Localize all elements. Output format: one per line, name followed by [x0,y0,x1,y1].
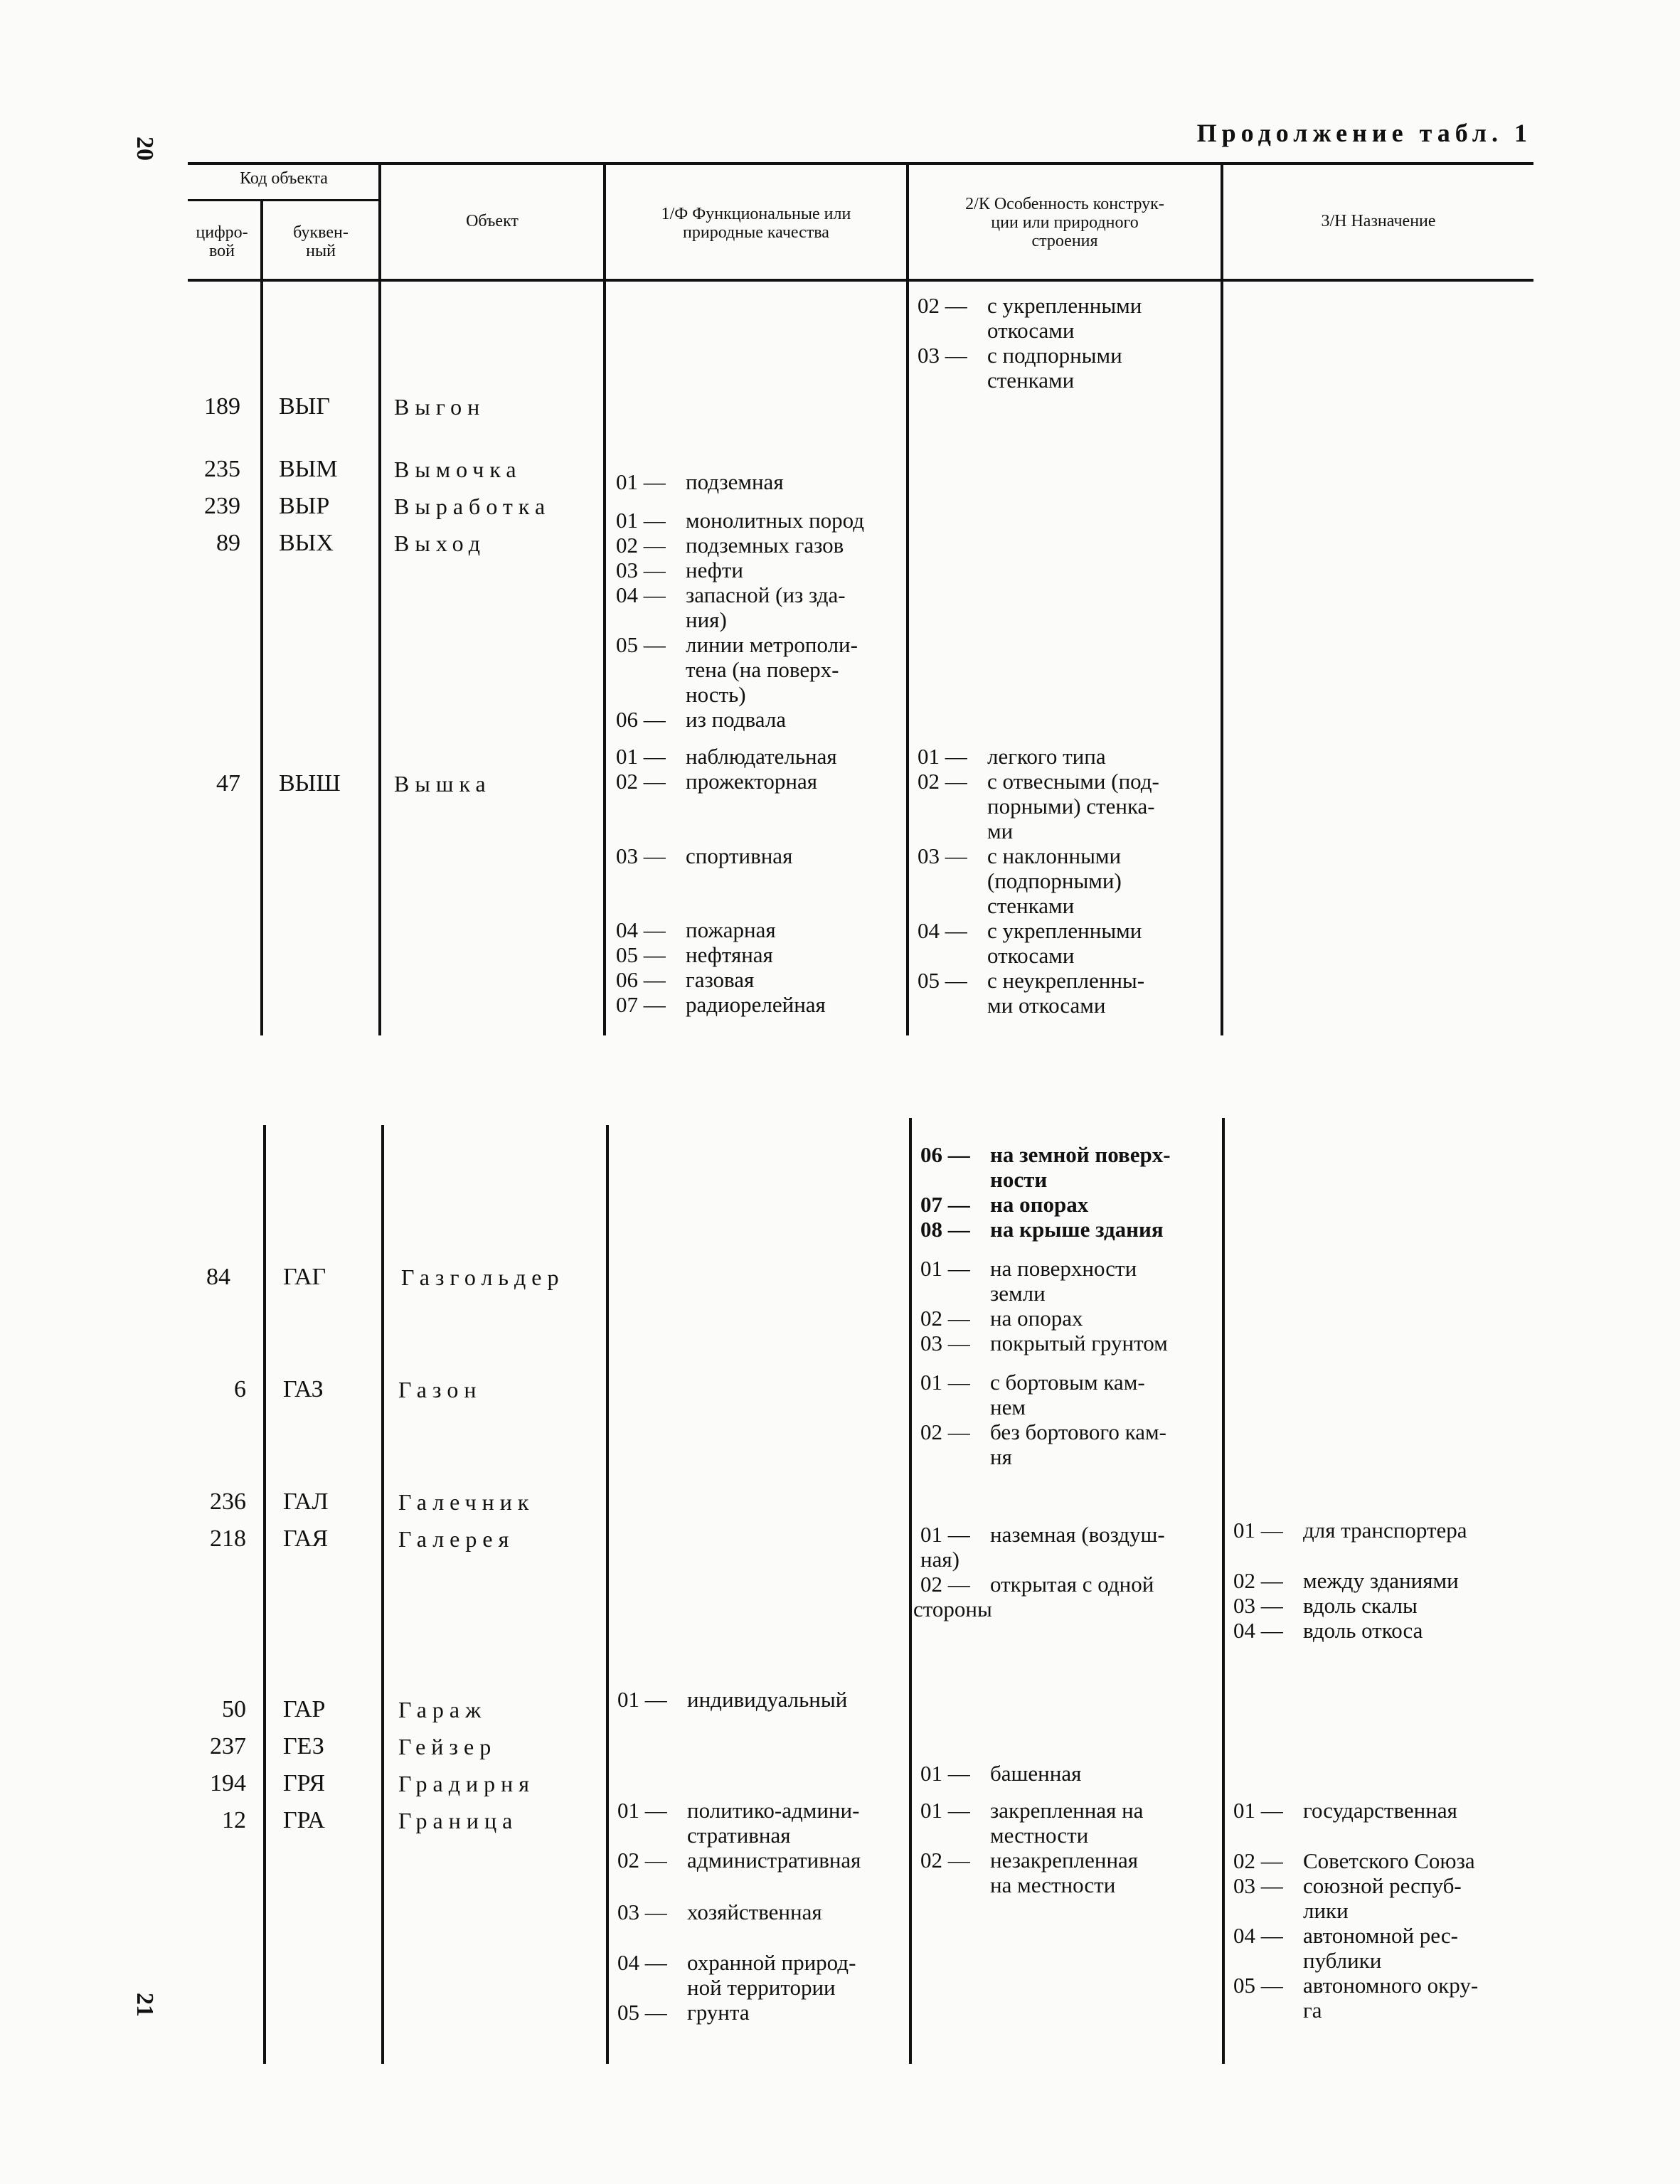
list-item: 05 — автономного окру- га [1233,1973,1479,2023]
list-item: 02 — Советского Союза [1233,1848,1475,1873]
list-item: 01 — подземная [616,469,784,494]
row-number: 235 [204,456,240,482]
list-item: 03 — вдоль скалы [1233,1593,1418,1618]
list-item: 05 — грунта [617,2000,750,2025]
row-code: ВЫШ [279,770,341,797]
list-item: 03 — покрытый грунтом [920,1331,1168,1355]
list-item: 03 — хозяйственная [617,1900,822,1924]
list-item: 01 — монолитных пород [616,508,865,533]
list-item: 01 — наземная (воздуш- ная) [920,1522,1165,1572]
list-item: 04 — вдоль откоса [1233,1618,1423,1643]
entry-list [617,1798,896,2025]
row-object: Градирня [398,1771,535,1796]
column-divider [381,1125,384,2064]
entry-list [913,1522,1212,1621]
list-item: 01 — наблюдательная [616,744,837,769]
page-number-left: 20 [132,137,158,161]
list-item: 02 — незакрепленная на местности [920,1848,1139,1897]
row-number: 6 [234,1376,246,1402]
list-item: 06 — из подвала [616,707,787,732]
list-item: 03 — нефти [616,558,743,582]
row-object: Газгольдер [401,1264,565,1290]
row-code: ВЫГ [279,393,330,420]
list-item: 02 — открытая с одной стороны [913,1572,1154,1621]
column-divider [378,282,381,1035]
entry-list [918,293,1209,393]
row-object: Выход [394,531,486,556]
row-number: 236 [210,1488,246,1515]
entry-list [918,744,1209,1018]
list-item: 04 — с укрепленными откосами [918,918,1142,968]
list-item: 02 — без бортового кам- ня [920,1419,1166,1469]
row-number: 12 [222,1807,246,1833]
list-item: 07 — радиорелейная [616,992,826,1017]
continuation-title: Продолжение табл. 1 [1196,119,1532,147]
row-object: Выработка [394,494,551,519]
entry-list [920,1370,1212,1469]
row-object: Выгон [394,394,486,420]
row-number: 50 [222,1696,246,1722]
entry-list [1233,1518,1518,1643]
header-col3: 3/Н Назначение [1321,212,1436,230]
list-item: 03 — с подпорными стенками [918,343,1122,393]
row-number: 218 [210,1525,246,1552]
list-item: 04 — охранной природ- ной территории [617,1950,856,2000]
list-item: 01 — государственная [1233,1798,1457,1823]
page-number-right: 21 [132,1993,158,2017]
header-object: Объект [466,212,519,230]
entry-list [616,508,895,732]
list-item: 07 — на опорах [920,1192,1089,1217]
list-item: 02 — между зданиями [1233,1568,1459,1593]
row-code: ГАР [283,1696,326,1722]
list-item: 01 — для транспортера [1233,1518,1467,1543]
column-divider [606,1125,609,2064]
row-number: 84 [206,1264,230,1290]
header-digital: цифро- вой [196,223,248,260]
column-divider [263,1125,266,2064]
row-object: Галерея [398,1526,515,1552]
row-code: ГРА [283,1807,325,1833]
row-number: 239 [204,493,240,519]
column-divider [603,282,606,1035]
list-item: 04 — запасной (из зда- ния) [616,582,846,632]
entry-list [920,1798,1212,1897]
row-code: ГЕЗ [283,1733,324,1759]
list-item: 02 — административная [617,1848,861,1873]
list-item: 01 — легкого типа [918,744,1106,769]
entry-list [616,744,895,794]
list-item: 05 — нефтяная [616,942,773,967]
header-col1: 1/Ф Функциональные или природные качества [661,205,851,242]
list-item: 02 — с отвесными (под- порными) стенка- ми [918,769,1159,843]
row-object: Вымочка [394,457,522,482]
list-item: 05 — с неукрепленны- ми откосами [918,968,1145,1018]
list-item: 05 — линии метрополи- тена (на поверх- ность) [616,632,858,707]
header-col2: 2/К Особенность конструк- ции или природного строения [965,195,1164,250]
list-item: 02 — на опорах [920,1306,1083,1331]
list-item: 04 — пожарная [616,917,776,942]
list-item: 02 — подземных газов [616,533,844,558]
list-item: 01 — башенная [920,1761,1082,1786]
list-item: 03 — с наклонными (подпорными) стенками [918,843,1122,918]
column-divider [1222,1118,1225,2064]
list-item: 08 — на крыше здания [920,1217,1164,1242]
row-object: Граница [398,1808,519,1833]
entry-list [920,1256,1212,1355]
list-item: 01 — политико-админи- стративная [617,1798,860,1848]
list-item: 03 — союзной респуб- лики [1233,1873,1462,1923]
list-item: 01 — индивидуальный [617,1687,848,1712]
row-code: ГАЯ [283,1525,329,1552]
row-object: Гараж [398,1697,487,1722]
code-group-rule [188,199,380,201]
row-code: ГАЗ [283,1376,324,1402]
header-letter: буквен- ный [293,223,349,260]
list-item: 01 — закрепленная на местности [920,1798,1144,1848]
entry-list [920,1142,1212,1242]
row-code: ВЫХ [279,530,334,556]
entry-list [1233,1798,1518,2023]
list-item: 06 — на земной поверх- ности [920,1142,1171,1192]
list-item: 06 — газовая [616,967,755,992]
row-object: Газон [398,1377,482,1402]
row-code: ГРЯ [283,1770,326,1796]
list-item: 02 — прожекторная [616,769,817,794]
list-item: 03 — спортивная [616,843,793,868]
list-item: 02 — с укрепленными откосами [918,293,1142,343]
row-code: ГАГ [283,1264,326,1290]
list-item: 01 — с бортовым кам- нем [920,1370,1145,1419]
list-item: 01 — на поверхности земли [920,1256,1137,1306]
row-object: Вышка [394,771,491,797]
row-number: 47 [216,770,240,797]
row-number: 237 [210,1733,246,1759]
row-code: ВЫР [279,493,330,519]
row-number: 189 [204,393,240,420]
header-bottom-rule [188,279,1533,282]
row-number: 89 [216,530,240,556]
column-divider [1221,282,1223,1035]
row-object: Гейзер [398,1734,497,1759]
row-object: Галечник [398,1489,535,1515]
entry-list [616,917,895,1017]
table-top-rule [188,162,1533,165]
header-code-group: Код объекта [240,169,328,188]
row-code: ГАЛ [283,1488,329,1515]
row-number: 194 [210,1770,246,1796]
column-divider [260,282,263,1035]
row-code: ВЫМ [279,456,338,482]
column-divider [906,282,909,1035]
list-item: 04 — автономной рес- публики [1233,1923,1458,1973]
column-divider [909,1118,912,2064]
